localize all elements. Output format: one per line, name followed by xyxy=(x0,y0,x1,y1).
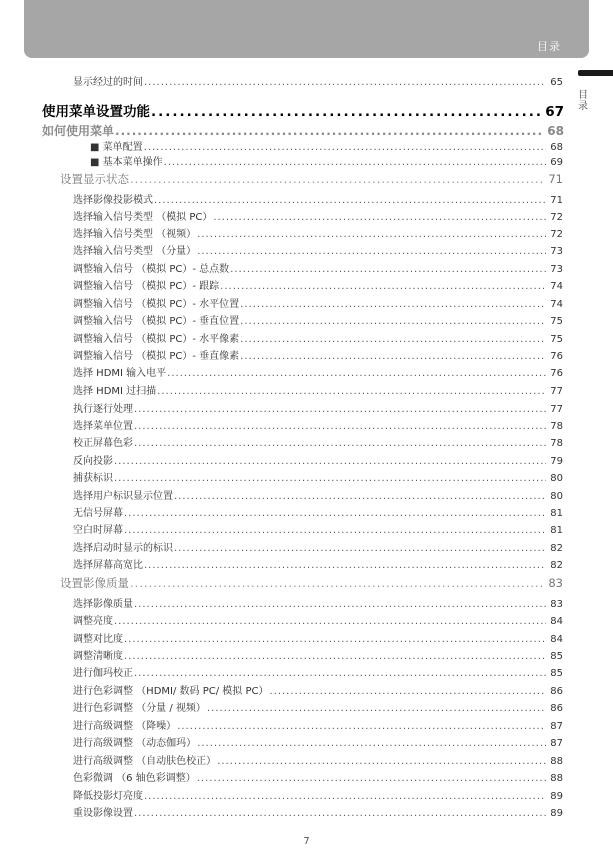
toc-leader-dots xyxy=(206,703,546,714)
toc-entry-title: 进行色彩调整 （HDMI/ 数码 PC/ 模拟 PC） xyxy=(73,686,269,697)
toc-entry-page: 68 xyxy=(547,124,564,138)
toc-entry[interactable] xyxy=(73,804,563,819)
toc-entry-title: 调整输入信号 （模拟 PC）- 水平像素 xyxy=(73,334,240,345)
toc-leader-dots xyxy=(176,721,546,732)
toc-entry[interactable] xyxy=(42,100,564,118)
toc-entry[interactable] xyxy=(73,208,563,223)
toc-entry[interactable] xyxy=(73,242,563,257)
toc-entry-page: 76 xyxy=(550,368,563,379)
toc-entry[interactable] xyxy=(73,452,563,467)
toc-leader-dots xyxy=(212,212,546,223)
toc-leader-dots xyxy=(143,77,546,88)
toc-entry[interactable] xyxy=(73,364,563,379)
toc-leader-dots xyxy=(133,421,546,432)
toc-entry-page: 77 xyxy=(550,386,563,397)
toc-entry-title: 调整对比度 xyxy=(73,634,123,645)
toc-entry[interactable] xyxy=(73,539,563,554)
toc-entry-title: 调整输入信号 （模拟 PC）- 跟踪 xyxy=(73,281,220,292)
toc-entry-page: 82 xyxy=(550,560,563,571)
toc-leader-dots xyxy=(123,651,546,662)
toc-entry-page: 87 xyxy=(550,738,563,749)
toc-entry-page: 84 xyxy=(550,616,563,627)
toc-leader-dots xyxy=(113,616,546,627)
toc-entry-title: 调整亮度 xyxy=(73,616,113,627)
toc-entry-page: 76 xyxy=(550,351,563,362)
toc-entry-page: 75 xyxy=(550,316,563,327)
toc-leader-dots xyxy=(133,808,546,819)
toc-entry-title: 选择屏幕高宽比 xyxy=(73,560,143,571)
toc-leader-dots xyxy=(219,281,546,292)
toc-entry-title: 调整输入信号 （模拟 PC）- 水平位置 xyxy=(73,299,240,310)
toc-leader-dots xyxy=(196,246,546,257)
toc-entry[interactable] xyxy=(42,122,564,138)
toc-entry-page: 83 xyxy=(548,576,563,590)
toc-entry[interactable] xyxy=(73,556,563,571)
toc-leader-dots xyxy=(166,368,546,379)
toc-entry-title: 选择用户标识显示位置 xyxy=(73,491,173,502)
toc-entry[interactable] xyxy=(60,171,563,187)
toc-entry-title: 调整输入信号 （模拟 PC）- 垂直像素 xyxy=(73,351,240,362)
toc-leader-dots xyxy=(163,157,547,168)
toc-entry[interactable] xyxy=(73,382,563,397)
toc-entry-page: 65 xyxy=(550,77,563,88)
toc-entry-page: 71 xyxy=(548,172,563,186)
toc-entry-title: 选择影像投影模式 xyxy=(73,195,153,206)
toc-entry-page: 79 xyxy=(550,456,563,467)
toc-leader-dots xyxy=(216,756,546,767)
toc-leader-dots xyxy=(123,634,546,645)
toc-leader-dots xyxy=(173,491,546,502)
toc-leader-dots xyxy=(156,386,546,397)
toc-entry[interactable] xyxy=(73,487,563,502)
side-tab-marker xyxy=(578,70,613,76)
toc-entry[interactable] xyxy=(73,330,563,345)
toc-entry-title: 如何使用菜单 xyxy=(42,124,115,138)
toc-leader-dots xyxy=(133,599,546,610)
toc-entry-title: 调整输入信号 （模拟 PC）- 总点数 xyxy=(73,264,230,275)
toc-leader-dots xyxy=(133,404,546,415)
toc-leader-dots xyxy=(239,334,546,345)
toc-entry-page: 67 xyxy=(545,104,564,118)
toc-entry-title: 反向投影 xyxy=(73,456,113,467)
toc-entry-page: 74 xyxy=(550,299,563,310)
toc-entry[interactable] xyxy=(90,153,563,168)
toc-entry[interactable] xyxy=(73,595,563,610)
toc-entry-title: 选择 HDMI 过扫描 xyxy=(73,386,157,397)
toc-leader-dots xyxy=(196,229,546,240)
toc-entry-title: 选择 HDMI 输入电平 xyxy=(73,368,167,379)
toc-entry-page: 89 xyxy=(550,808,563,819)
toc-entry-title: 降低投影灯亮度 xyxy=(73,791,143,802)
toc-leader-dots xyxy=(129,172,544,186)
toc-entry[interactable] xyxy=(73,647,563,662)
toc-leader-dots xyxy=(113,473,546,484)
toc-entry[interactable] xyxy=(73,347,563,362)
toc-leader-dots xyxy=(123,525,546,536)
toc-entry-page: 71 xyxy=(550,195,563,206)
toc-entry-title: 校正屏幕色彩 xyxy=(73,438,133,449)
toc-entry[interactable] xyxy=(73,787,563,802)
toc-entry-page: 78 xyxy=(550,438,563,449)
toc-entry-page: 68 xyxy=(550,142,563,153)
toc-entry[interactable] xyxy=(73,521,563,536)
toc-entry[interactable] xyxy=(73,73,563,88)
toc-leader-dots xyxy=(239,299,546,310)
toc-leader-dots xyxy=(114,124,543,138)
toc-leader-dots xyxy=(196,773,547,784)
toc-entry[interactable] xyxy=(73,191,563,206)
toc-entry-title: ■ 菜单配置 xyxy=(90,142,143,153)
toc-entry[interactable] xyxy=(73,277,563,292)
toc-leader-dots xyxy=(143,560,546,571)
toc-entry[interactable] xyxy=(73,295,563,310)
toc-leader-dots xyxy=(150,104,541,118)
toc-leader-dots xyxy=(239,351,546,362)
toc-entry-title: 进行高级调整 （自动肤色校正） xyxy=(73,756,217,767)
toc-entry-page: 82 xyxy=(550,543,563,554)
toc-entry-title: 捕获标识 xyxy=(73,473,113,484)
header-title: 目录 xyxy=(537,40,561,53)
toc-entry-page: 87 xyxy=(550,721,563,732)
toc-leader-dots xyxy=(153,195,546,206)
toc-entry-page: 74 xyxy=(550,281,563,292)
toc-entry[interactable] xyxy=(73,504,563,519)
toc-entry[interactable] xyxy=(73,769,563,784)
toc-entry-page: 88 xyxy=(550,756,563,767)
toc-entry[interactable] xyxy=(73,612,563,627)
toc-entry-title: 选择菜单位置 xyxy=(73,421,133,432)
toc-entry-title: 选择输入信号类型 （视频） xyxy=(73,229,197,240)
toc-leader-dots xyxy=(239,316,546,327)
toc-entry-page: 81 xyxy=(550,525,563,536)
toc-entry[interactable] xyxy=(73,752,563,767)
toc-entry-page: 84 xyxy=(550,634,563,645)
toc-entry-title: 进行伽玛校正 xyxy=(73,668,133,679)
toc-entry[interactable] xyxy=(60,575,563,591)
toc-leader-dots xyxy=(123,508,546,519)
toc-entry-title: 进行高级调整 （动态伽玛） xyxy=(73,738,197,749)
toc-entry-page: 72 xyxy=(550,229,563,240)
toc-entry[interactable] xyxy=(73,260,563,275)
toc-entry-title: 进行色彩调整 （分量 / 视频） xyxy=(73,703,206,714)
toc-entry[interactable] xyxy=(73,225,563,240)
toc-entry-page: 85 xyxy=(550,651,563,662)
toc-entry[interactable] xyxy=(73,630,563,645)
toc-entry-title: ■ 基本菜单操作 xyxy=(90,157,163,168)
side-tab-label: 目 录 xyxy=(578,90,588,112)
toc-entry[interactable] xyxy=(73,469,563,484)
toc-leader-dots xyxy=(143,791,546,802)
toc-leader-dots xyxy=(133,438,546,449)
toc-entry-title: 选择启动时显示的标识 xyxy=(73,543,173,554)
toc-entry[interactable] xyxy=(73,434,563,449)
toc-leader-dots xyxy=(229,264,546,275)
toc-entry-page: 75 xyxy=(550,334,563,345)
toc-entry-page: 83 xyxy=(550,599,563,610)
toc-entry[interactable] xyxy=(90,138,563,153)
toc-entry[interactable] xyxy=(73,400,563,415)
toc-entry-page: 88 xyxy=(550,773,563,784)
toc-entry-title: 选择输入信号类型 （分量） xyxy=(73,246,197,257)
toc-entry-title: 无信号屏幕 xyxy=(73,508,123,519)
toc-entry-page: 78 xyxy=(550,421,563,432)
toc-leader-dots xyxy=(113,456,546,467)
toc-entry[interactable] xyxy=(73,312,563,327)
toc-entry[interactable] xyxy=(73,682,563,697)
toc-entry[interactable] xyxy=(73,417,563,432)
toc-entry[interactable] xyxy=(73,734,563,749)
toc-entry-page: 69 xyxy=(550,157,563,168)
toc-entry[interactable] xyxy=(73,717,563,732)
toc-leader-dots xyxy=(196,738,546,749)
toc-leader-dots xyxy=(268,686,546,697)
toc-entry[interactable] xyxy=(73,664,563,679)
toc-leader-dots xyxy=(143,142,547,153)
toc-entry-title: 调整输入信号 （模拟 PC）- 垂直位置 xyxy=(73,316,240,327)
toc-entry-page: 80 xyxy=(550,473,563,484)
toc-entry-page: 80 xyxy=(550,491,563,502)
toc-leader-dots xyxy=(133,668,546,679)
toc-entry-title: 选择影像质量 xyxy=(73,599,133,610)
toc-entry[interactable] xyxy=(73,699,563,714)
toc-entry-title: 进行高级调整 （降噪） xyxy=(73,721,177,732)
toc-leader-dots xyxy=(129,576,544,590)
toc-entry-page: 77 xyxy=(550,404,563,415)
toc-entry-title: 显示经过的时间 xyxy=(73,77,143,88)
toc-entry-title: 重设影像设置 xyxy=(73,808,133,819)
page-header xyxy=(24,0,589,58)
toc-entry-title: 设置影像质量 xyxy=(60,576,129,590)
toc-entry-page: 81 xyxy=(550,508,563,519)
toc-entry-title: 使用菜单设置功能 xyxy=(42,104,150,118)
toc-entry-page: 85 xyxy=(550,668,563,679)
toc-entry-title: 执行逐行处理 xyxy=(73,404,133,415)
page-number: 7 xyxy=(303,836,310,847)
toc-entry-title: 调整清晰度 xyxy=(73,651,123,662)
toc-entry-title: 设置显示状态 xyxy=(60,172,129,186)
toc-entry-title: 选择输入信号类型 （模拟 PC） xyxy=(73,212,213,223)
toc-entry-page: 73 xyxy=(550,246,563,257)
toc-entry-page: 86 xyxy=(550,703,563,714)
toc-entry-page: 86 xyxy=(550,686,563,697)
toc-entry-page: 72 xyxy=(550,212,563,223)
toc-entry-title: 色彩微调 （6 轴色彩调整） xyxy=(73,773,196,784)
toc-entry-page: 89 xyxy=(550,791,563,802)
toc-entry-title: 空白时屏幕 xyxy=(73,525,123,536)
toc-leader-dots xyxy=(173,543,546,554)
toc-entry-page: 73 xyxy=(550,264,563,275)
